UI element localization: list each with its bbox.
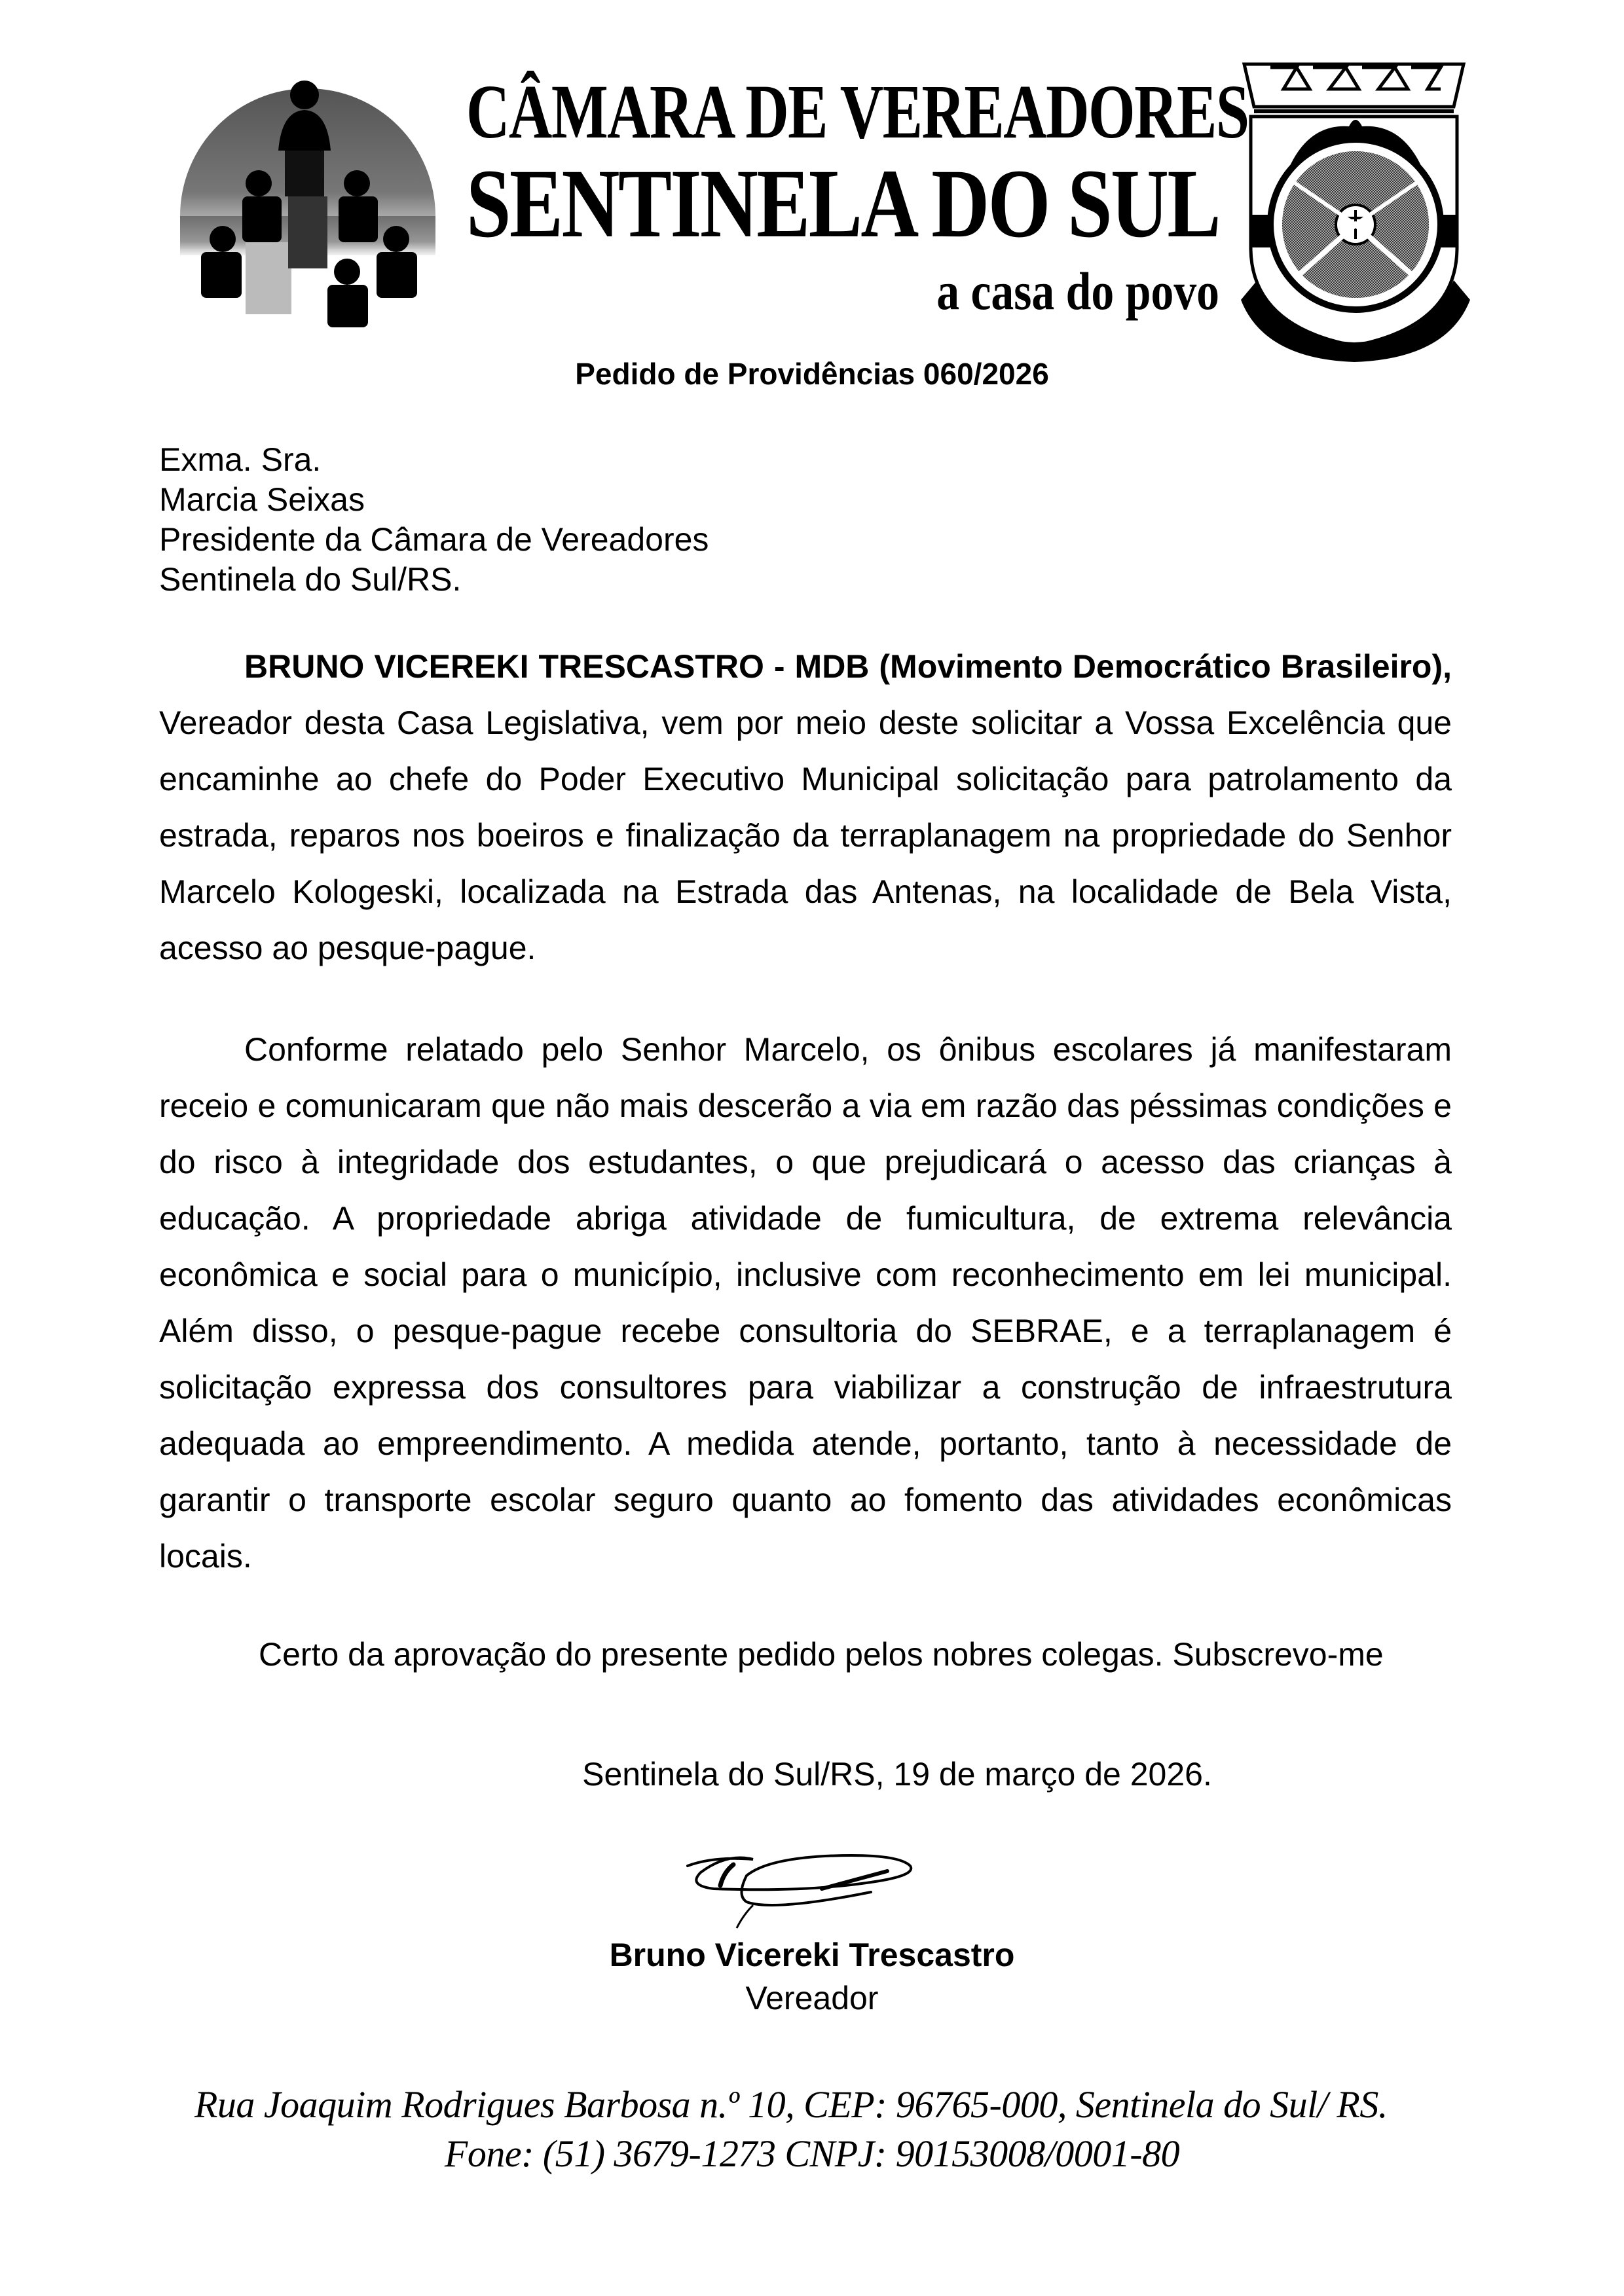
request-text: Vereador desta Casa Legislativa, vem por meio deste solicitar a Vossa Excelência que encaminhe ao chefe do Poder Executivo Municipal solicitação para patrolamento da estrada, reparos nos boeiros e finalização da terraplanagem na propriedade do Senhor Marcelo Kologeski, localizada na Estrada das Antenas, na localidade de Bela Vista, acesso ao pesque-pague. [159, 704, 1452, 966]
document-date: Sentinela do Sul/RS, 19 de março de 2026. [582, 1756, 1212, 1793]
body-paragraph-2 [159, 1021, 1452, 1584]
people-assembly-icon [167, 52, 442, 327]
addressee-location: Sentinela do Sul/RS. [159, 561, 462, 598]
body-paragraph-1 [159, 638, 1452, 976]
tagline: a casa do povo [936, 261, 1219, 321]
footer-contact: Fone: (51) 3679-1273 CNPJ: 90153008/0001-80 [444, 2132, 1180, 2175]
addressee-name: Marcia Seixas [159, 481, 365, 518]
author-identification: BRUNO VICEREKI TRESCASTRO - MDB (Movimento Democrático Brasileiro), [244, 648, 1452, 685]
signer-name: Bruno Vicereki Trescastro [609, 1937, 1015, 1973]
city-name: SENTINELA DO SUL [466, 149, 1220, 258]
addressee-salutation: Exma. Sra. [159, 441, 322, 478]
municipal-coat-of-arms-icon [1231, 51, 1480, 365]
header-text-block [466, 69, 1249, 329]
justification-text: Conforme relatado pelo Senhor Marcelo, os ônibus escolares já manifestaram receio e comunicaram que não mais descerão a via em razão das péssimas condições e do risco à integridade dos estudantes, o que prejudicará o acesso das crianças à educação. A propriedade abriga atividade de fumicultura, de extrema relevância econômica e social para o município, inclusive com reconhecimento em lei municipal. Além disso, o pesque-pague recebe consultoria do SEBRAE, e a terraplanagem é solicitação expressa dos consultores para viabilizar a construção de infraestrutura adequada ao empreendimento. A medida atende, portanto, tanto à necessidade de garantir o transporte escolar seguro quanto ao fomento das atividades econômicas locais. [159, 1031, 1452, 1575]
addressee-block [159, 440, 709, 600]
footer-address: Rua Joaquim Rodrigues Barbosa n.º 10, CEP: 96765-000, Sentinela do Sul/ RS. [194, 2083, 1388, 2126]
signer-role: Vereador [745, 1980, 879, 2016]
date-row [0, 1755, 1624, 1794]
handwritten-signature-icon [674, 1846, 923, 1931]
closing-statement: Certo da aprovação do presente pedido pelos nobres colegas. Subscrevo-me [259, 1636, 1384, 1673]
signer-name-row [0, 1937, 1624, 1973]
document-title-row [0, 359, 1624, 389]
chamber-name: CÂMARA DE VEREADORES [466, 69, 1249, 155]
addressee-position: Presidente da Câmara de Vereadores [159, 521, 709, 558]
document-title: Pedido de Providências 060/2026 [575, 357, 1049, 391]
